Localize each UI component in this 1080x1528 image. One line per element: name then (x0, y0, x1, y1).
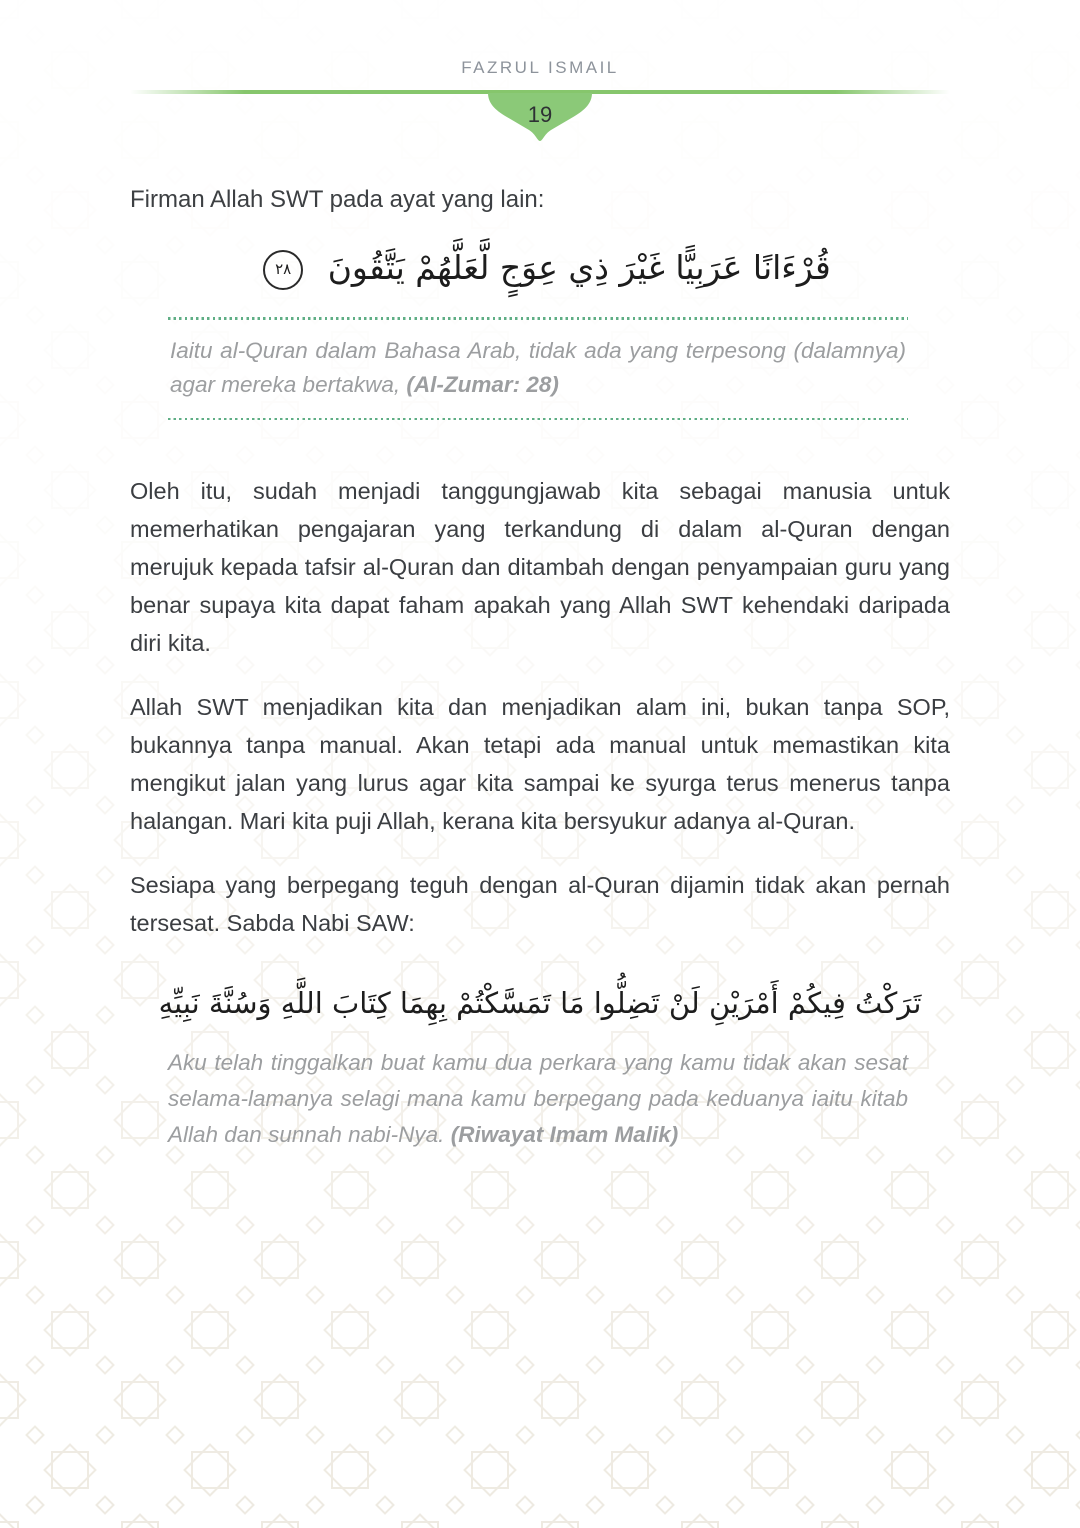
dotted-separator-top (168, 317, 908, 320)
dotted-separator-bottom (168, 418, 908, 421)
verse-reference: (Al-Zumar: 28) (406, 371, 559, 397)
verse-translation (170, 334, 906, 402)
body-paragraph-2: Allah SWT menjadikan kita dan menjadikan alam ini, bukan tanpa SOP, bukannya tanpa manual. Akan tetapi ada manual untuk memastikan kita mengikut jalan yang lurus agar kita sampai ke syurga terus menerus tanpa halangan. Mari kita puji Allah, kerana kita bersyukur adanya al-Quran. (130, 694, 950, 835)
hadith-arabic: تَرَكْتُ فِيكُمْ أَمْرَيْنِ لَنْ تَضِلُّوا مَا تَمَسَّكْتُمْ بِهِمَا كِتَابَ اللَّهِ وَسُنَّةَ نَبِيِّهِ (158, 986, 922, 1021)
body-paragraph-3: Sesiapa yang berpegang teguh dengan al-Quran dijamin tidak akan pernah tersesat. Sabda Nabi SAW: (130, 872, 950, 937)
verse-arabic-text: قُرْءَانًا عَرَبِيًّا غَيْرَ ذِي عِوَجٍ لَّعَلَّهُمْ يَتَّقُونَ (327, 248, 831, 287)
hadith-reference: (Riwayat Imam Malik) (450, 1121, 679, 1147)
quran-verse-arabic (130, 242, 950, 293)
running-header-author: FAZRUL ISMAIL (461, 58, 619, 77)
header-rule (130, 90, 950, 127)
verse-translation-block (168, 317, 908, 420)
intro-sentence: Firman Allah SWT pada ayat yang lain: (130, 186, 545, 213)
page-number: 19 (527, 102, 553, 127)
hadith-translation-text: Aku telah tinggalkan buat kamu dua perkara yang kamu tidak akan sesat selama-lamanya selagi mana kamu berpegang pada keduanya iaitu kitab Allah dan sunnah nabi-Nya. (168, 1049, 908, 1147)
hadith-translation-block (168, 1045, 908, 1153)
verse-translation-text: Iaitu al-Quran dalam Bahasa Arab, tidak ada yang terpesong (dalamnya) agar mereka bertakwa, (170, 337, 906, 397)
ayah-number-marker (263, 250, 303, 290)
ayah-number: ٢٨ (275, 260, 292, 278)
page-number-badge (488, 93, 592, 145)
body-paragraph-1: Oleh itu, sudah menjadi tanggungjawab kita sebagai manusia untuk memerhatikan pengajaran yang terkandung di dalam al-Quran dengan merujuk kepada tafsir al-Quran dan ditambah dengan penyampaian guru yang benar supaya kita dapat faham apakah yang Allah SWT kehendaki daripada diri kita. (130, 478, 950, 657)
